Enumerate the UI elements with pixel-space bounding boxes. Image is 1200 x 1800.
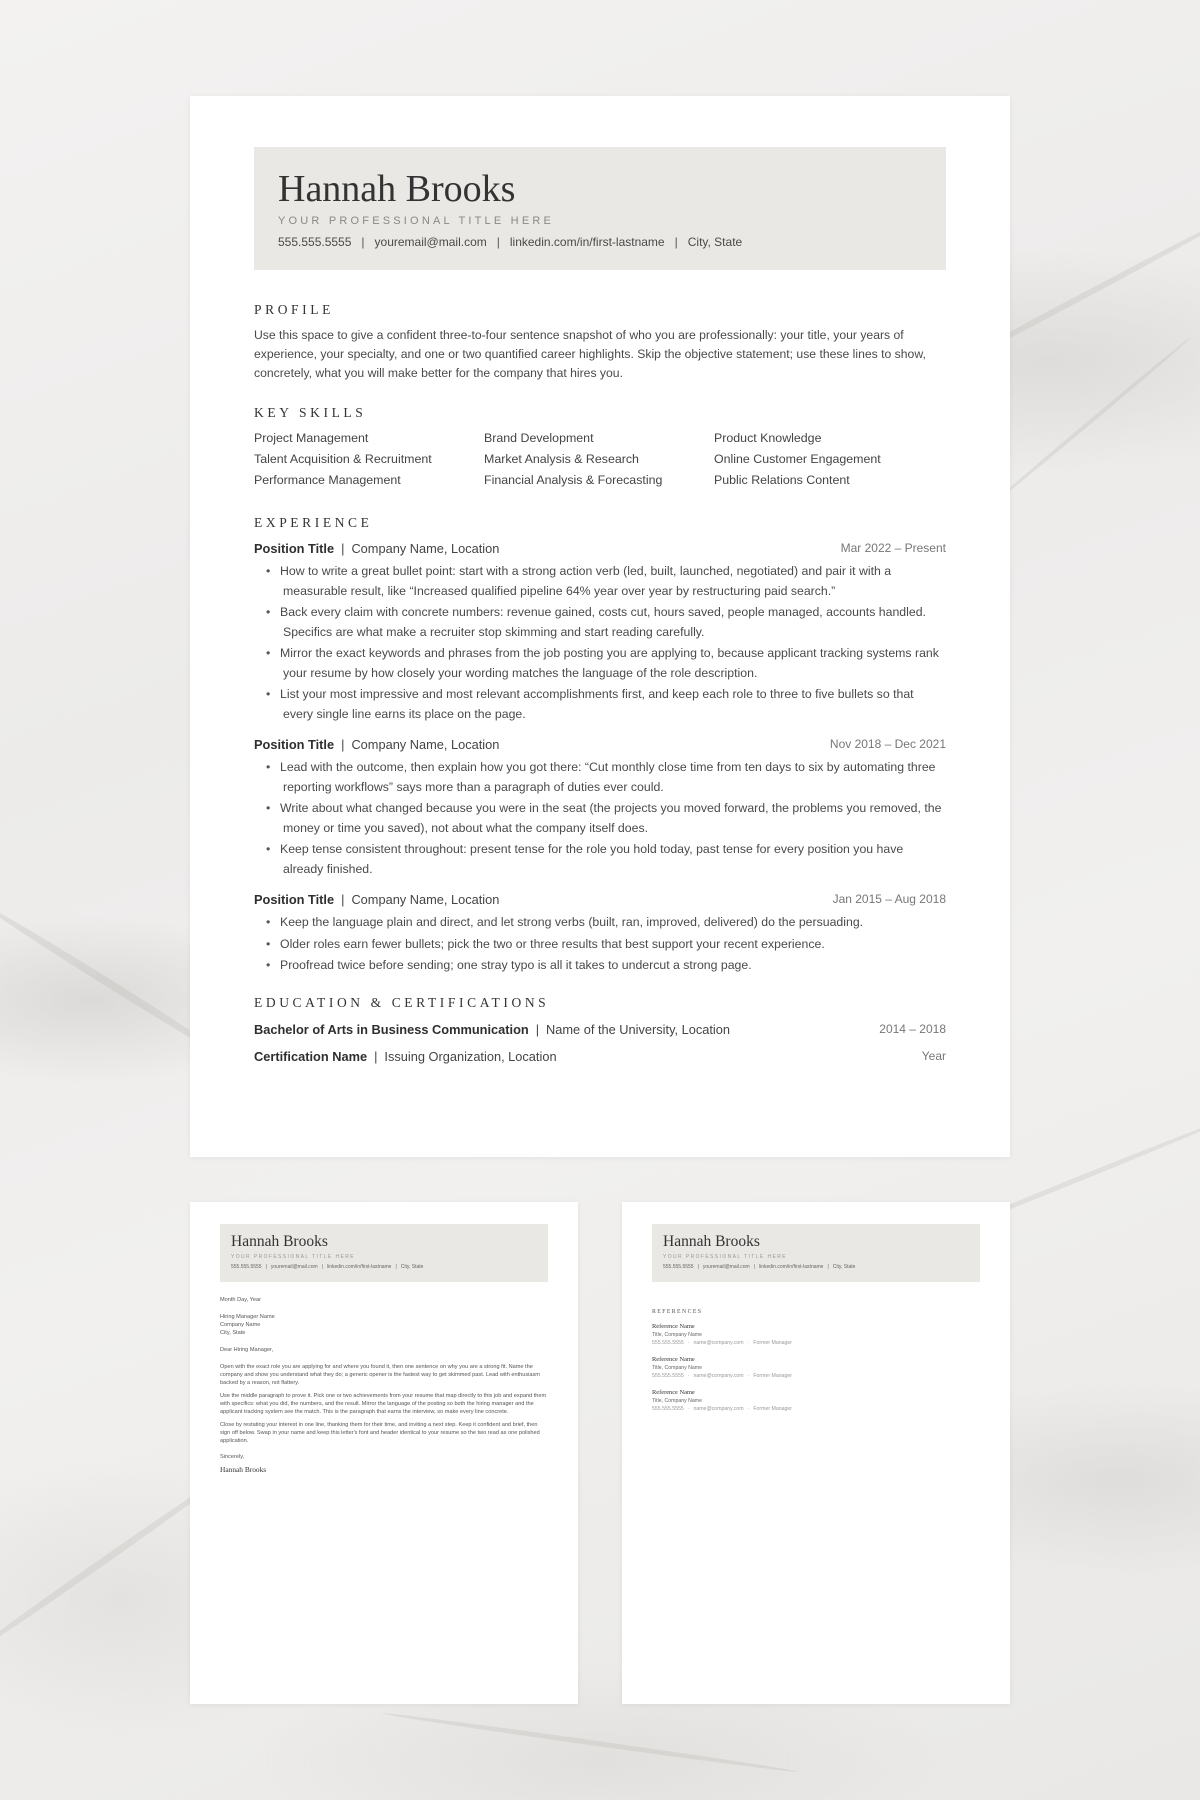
recipient-line: City, State <box>220 1330 246 1336</box>
contact-separator: | <box>321 1264 323 1270</box>
contact-line <box>231 1264 423 1270</box>
reference-contact: 555.555.5555 · name@company.com · Former Manager <box>652 1340 792 1346</box>
job-position: Position Title <box>254 892 335 907</box>
reference-name: Reference Name <box>652 1323 695 1330</box>
skill-item: Brand Development <box>484 431 594 445</box>
letter-paragraph: Open with the exact role you are applying for and where you found it, then one sentence on why you are a strong fit. Name the company and show you understand what they do; a generic opener is the fastest way to get skimmed past. Lead with enthusiasm backed by a reason, not flattery. <box>220 1364 540 1386</box>
job-dates: Mar 2022 – Present <box>840 541 946 555</box>
references-page <box>622 1202 1010 1704</box>
reference-contact: 555.555.5555 · name@company.com · Former Manager <box>652 1406 792 1412</box>
letter-date: Month Day, Year <box>220 1297 261 1303</box>
contact-line <box>663 1264 855 1270</box>
job-entry <box>254 737 946 881</box>
resume-page <box>190 96 1010 1157</box>
contact-email: youremail@mail.com <box>270 1264 318 1270</box>
education-separator: | <box>535 1022 540 1037</box>
candidate-name: Hannah Brooks <box>663 1233 760 1250</box>
recipient-line: Company Name <box>220 1322 261 1328</box>
education-heading: EDUCATION & CERTIFICATIONS <box>254 995 550 1010</box>
reference-relation: Former Manager <box>753 1373 792 1379</box>
reference-contact: 555.555.5555 · name@company.com · Former Manager <box>652 1373 792 1379</box>
certification-entry <box>254 1049 946 1069</box>
marble-vein <box>382 1711 799 1774</box>
contact-line <box>278 235 742 249</box>
contact-separator: | <box>827 1264 829 1270</box>
contact-separator: | <box>395 1264 397 1270</box>
contact-separator: | <box>674 235 678 249</box>
candidate-name: Hannah Brooks <box>231 1233 328 1250</box>
skill-item: Public Relations Content <box>714 473 850 487</box>
job-entry <box>254 892 946 978</box>
job-entry <box>254 541 946 726</box>
reference-title: Title, Company Name <box>652 1398 702 1404</box>
contact-separator: | <box>265 1264 267 1270</box>
reference-phone: 555.555.5555 <box>652 1406 684 1412</box>
resume-header <box>254 147 946 270</box>
cover-letter-header <box>220 1224 548 1282</box>
contact-phone: 555.555.5555 <box>663 1264 694 1270</box>
profile-text: Use this space to give a confident three-to-four sentence snapshot of who you are professionally: your title, your years of experience, your specialty, and one or two quantified career highlights. Skip the objective statement; use these lines to show, concretely, what you will make better for the company that hires you. <box>254 328 926 380</box>
institution: Name of the University, Location <box>546 1022 731 1037</box>
professional-title: YOUR PROFESSIONAL TITLE HERE <box>278 215 555 227</box>
experience-heading: EXPERIENCE <box>254 515 373 530</box>
reference-email: name@company.com <box>693 1340 744 1346</box>
skill-item: Product Knowledge <box>714 431 822 445</box>
reference-entry <box>652 1322 980 1347</box>
job-bullet: • List your most impressive and most relevant accomplishments first, and keep each role to three to five bullets so that every single line earns its place on the page. <box>254 685 946 724</box>
job-separator: | <box>341 541 345 556</box>
certification-date: Year <box>921 1049 946 1063</box>
job-bullets <box>254 913 946 976</box>
degree-name: Bachelor of Arts in Business Communication <box>254 1022 529 1037</box>
job-bullet: • How to write a great bullet point: start with a strong action verb (led, built, launched, negotiated) and pair it with a measurable result, like “Increased qualified pipeline 64% year over year by restructuring paid search.” <box>254 562 946 601</box>
skills-heading: KEY SKILLS <box>254 405 367 420</box>
job-company: Company Name, Location <box>351 737 500 752</box>
job-bullet: • Back every claim with concrete numbers: revenue gained, costs cut, hours saved, people managed, accounts handled. Specifics are what make a recruiter stop skimming and start reading carefully. <box>254 603 946 642</box>
contact-location: City, State <box>832 1264 856 1270</box>
references-list <box>652 1309 980 1421</box>
contact-phone: 555.555.5555 <box>278 235 352 249</box>
professional-title: YOUR PROFESSIONAL TITLE HERE <box>663 1254 787 1260</box>
job-position: Position Title <box>254 541 335 556</box>
letter-greeting: Dear Hiring Manager, <box>220 1347 274 1353</box>
contact-location: City, State <box>400 1264 424 1270</box>
education-separator: | <box>374 1049 378 1064</box>
profile-heading: PROFILE <box>254 302 334 317</box>
contact-email: youremail@mail.com <box>702 1264 750 1270</box>
reference-phone: 555.555.5555 <box>652 1373 684 1379</box>
job-header <box>254 737 946 757</box>
job-header <box>254 892 946 912</box>
skill-item: Online Customer Engagement <box>714 452 881 466</box>
contact-email: youremail@mail.com <box>374 235 487 249</box>
skill-item: Market Analysis & Research <box>484 452 639 466</box>
contact-location: City, State <box>687 235 743 249</box>
job-bullet: • Keep tense consistent throughout: present tense for the role you hold today, past tense for every position you have already finished. <box>254 840 946 879</box>
job-header <box>254 541 946 561</box>
certification-name: Certification Name <box>254 1049 368 1064</box>
reference-name: Reference Name <box>652 1389 695 1396</box>
job-company: Company Name, Location <box>351 892 500 907</box>
contact-phone: 555.555.5555 <box>231 1264 262 1270</box>
skill-item: Talent Acquisition & Recruitment <box>254 452 432 466</box>
reference-phone: 555.555.5555 <box>652 1340 684 1346</box>
skills-list <box>254 429 946 489</box>
education-dates: 2014 – 2018 <box>879 1022 946 1036</box>
reference-email: name@company.com <box>693 1373 744 1379</box>
letter-paragraph: Close by restating your interest in one line, thanking them for their time, and inviting a next step. Keep it confident and brief, then sign off below. Swap in your name and keep this letter's font and header identical to your resume so the two read as one polished application. <box>220 1422 540 1444</box>
contact-separator: | <box>496 235 500 249</box>
job-bullets <box>254 562 946 724</box>
contact-separator: | <box>697 1264 699 1270</box>
candidate-name: Hannah Brooks <box>278 168 516 210</box>
reference-title: Title, Company Name <box>652 1365 702 1371</box>
skill-item: Project Management <box>254 431 369 445</box>
job-bullet: • Mirror the exact keywords and phrases from the job posting you are applying to, because applicant tracking systems rank your resume by how closely your wording matches the language of the role description. <box>254 644 946 683</box>
job-bullets <box>254 758 946 879</box>
contact-linkedin: linkedin.com/in/first-lastname <box>758 1264 824 1270</box>
contact-separator: | <box>361 235 365 249</box>
reference-entry <box>652 1355 980 1380</box>
references-heading: REFERENCES <box>652 1309 703 1315</box>
contact-linkedin: linkedin.com/in/first-lastname <box>509 235 665 249</box>
reference-email: name@company.com <box>693 1406 744 1412</box>
references-header <box>652 1224 980 1282</box>
skill-item: Performance Management <box>254 473 401 487</box>
letter-closing: Sincerely, <box>220 1454 245 1460</box>
job-dates: Nov 2018 – Dec 2021 <box>829 737 946 751</box>
job-bullet: • Write about what changed because you were in the seat (the projects you moved forward, the problems you removed, the money or time you saved), not about what the company itself does. <box>254 799 946 838</box>
reference-title: Title, Company Name <box>652 1332 702 1338</box>
cover-letter-page <box>190 1202 578 1704</box>
contact-separator: | <box>753 1264 755 1270</box>
letter-recipient <box>220 1313 548 1337</box>
job-dates: Jan 2015 – Aug 2018 <box>832 892 946 906</box>
job-separator: | <box>341 892 345 907</box>
letter-signature: Hannah Brooks <box>220 1465 267 1474</box>
recipient-line: Hiring Manager Name <box>220 1314 275 1320</box>
professional-title: YOUR PROFESSIONAL TITLE HERE <box>231 1254 355 1260</box>
cover-letter-body <box>220 1296 548 1474</box>
job-position: Position Title <box>254 737 335 752</box>
education-entry <box>254 1022 946 1042</box>
job-bullet: • Keep the language plain and direct, and let strong verbs (built, ran, improved, delivered) do the persuading. <box>254 913 946 933</box>
marble-vein <box>989 337 1191 507</box>
issuing-organization: Issuing Organization, Location <box>384 1049 557 1064</box>
reference-name: Reference Name <box>652 1356 695 1363</box>
contact-linkedin: linkedin.com/in/first-lastname <box>326 1264 392 1270</box>
job-bullet: • Older roles earn fewer bullets; pick the two or three results that best support your recent experience. <box>254 935 946 955</box>
job-company: Company Name, Location <box>351 541 500 556</box>
job-bullet: • Lead with the outcome, then explain how you got there: “Cut monthly close time from ten days to six by automating three reporting workflows” says more than a paragraph of duties ever could. <box>254 758 946 797</box>
job-bullet: • Proofread twice before sending; one stray typo is all it takes to undercut a strong page. <box>254 956 946 976</box>
job-separator: | <box>341 737 345 752</box>
skill-item: Financial Analysis & Forecasting <box>484 473 663 487</box>
reference-entry <box>652 1388 980 1413</box>
letter-paragraph: Use the middle paragraph to prove it. Pick one or two achievements from your resume that map directly to this job and expand them with specifics: what you did, the numbers, and the result. Mirror the language of the posting so both the hiring manager and the applicant tracking system see the match. This is the paragraph that earns the interview, so make every line concrete. <box>220 1393 547 1415</box>
reference-relation: Former Manager <box>753 1340 792 1346</box>
reference-relation: Former Manager <box>753 1406 792 1412</box>
